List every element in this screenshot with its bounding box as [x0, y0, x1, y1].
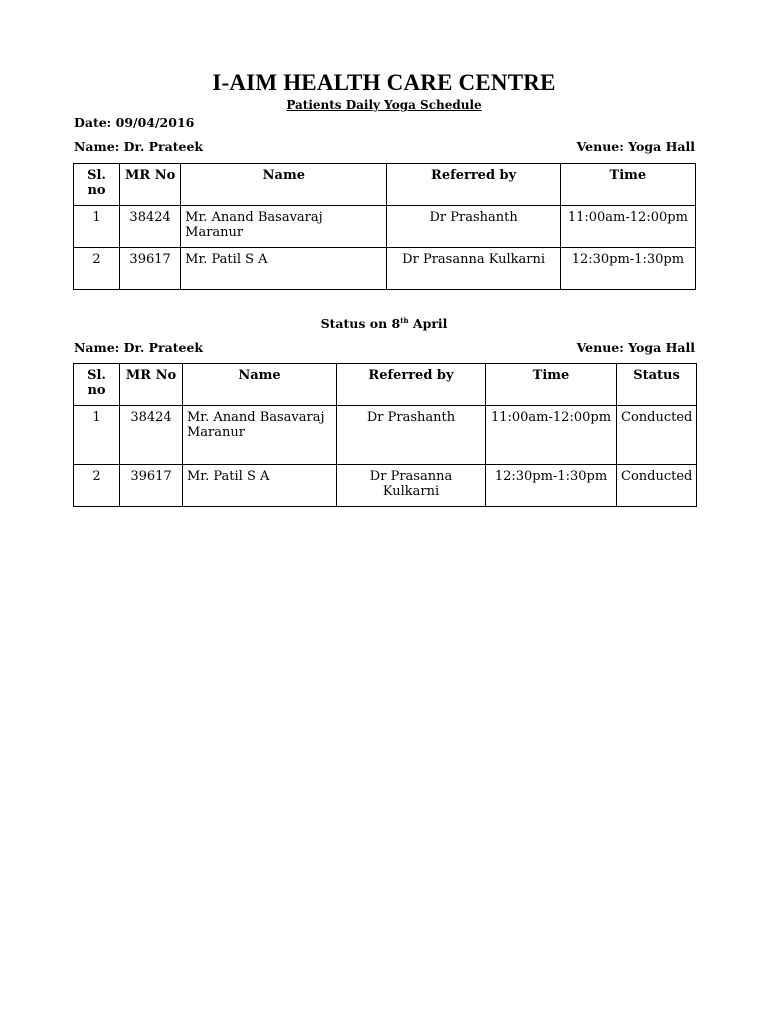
table-header-row [74, 364, 697, 406]
patient-name-cell: Mr. Patil S A [181, 248, 387, 290]
column-header: Referred by [387, 164, 560, 206]
referred-by-cell: Dr Prashanth [337, 406, 486, 465]
table-row [74, 406, 697, 465]
patient-name-cell: Mr. Anand Basavaraj Maranur [183, 406, 337, 465]
patient-name-cell: Mr. Patil S A [183, 465, 337, 507]
column-header: Name [183, 364, 337, 406]
schedule-table [73, 163, 696, 290]
time-cell: 12:30pm-1:30pm [486, 465, 617, 507]
referred-by-cell: Dr Prashanth [387, 206, 560, 248]
venue-label: Venue: Yoga Hall [576, 139, 695, 154]
serial-cell: 1 [74, 406, 120, 465]
column-header: Sl. no [74, 364, 120, 406]
venue-label: Venue: Yoga Hall [576, 340, 695, 355]
doctor-name: Name: Dr. Prateek [74, 340, 204, 355]
doctor-name: Name: Dr. Prateek [74, 139, 204, 154]
column-header: Name [181, 164, 387, 206]
status-heading [0, 316, 768, 331]
column-header: Sl. no [74, 164, 120, 206]
column-header: MR No [120, 364, 183, 406]
column-header: Time [560, 164, 695, 206]
column-header: Referred by [337, 364, 486, 406]
table-header-row [74, 164, 696, 206]
mr-no-cell: 38424 [120, 406, 183, 465]
centre-title: I-AIM HEALTH CARE CENTRE [212, 70, 556, 95]
patient-name-cell: Mr. Anand Basavaraj Maranur [181, 206, 387, 248]
time-cell: 11:00am-12:00pm [486, 406, 617, 465]
status-heading-prefix: Status on 8 [320, 316, 401, 331]
referred-by-cell: Dr Prasanna Kulkarni [337, 465, 486, 507]
column-header: Status [617, 364, 697, 406]
time-cell: 11:00am-12:00pm [560, 206, 695, 248]
serial-cell: 2 [74, 465, 120, 507]
mr-no-cell: 38424 [120, 206, 181, 248]
status-heading-suffix: April [408, 316, 448, 331]
referred-by-cell: Dr Prasanna Kulkarni [387, 248, 560, 290]
table-row [74, 465, 697, 507]
serial-cell: 2 [74, 248, 120, 290]
schedule-date: Date: 09/04/2016 [74, 115, 195, 130]
column-header: Time [486, 364, 617, 406]
status-table [73, 363, 697, 507]
status-heading-ordinal: th [400, 315, 409, 325]
serial-cell: 1 [74, 206, 120, 248]
column-header: MR No [120, 164, 181, 206]
table-row [74, 248, 696, 290]
schedule-subtitle: Patients Daily Yoga Schedule [286, 98, 482, 112]
mr-no-cell: 39617 [120, 248, 181, 290]
mr-no-cell: 39617 [120, 465, 183, 507]
status-cell: Conducted [617, 406, 697, 465]
table-row [74, 206, 696, 248]
status-cell: Conducted [617, 465, 697, 507]
time-cell: 12:30pm-1:30pm [560, 248, 695, 290]
